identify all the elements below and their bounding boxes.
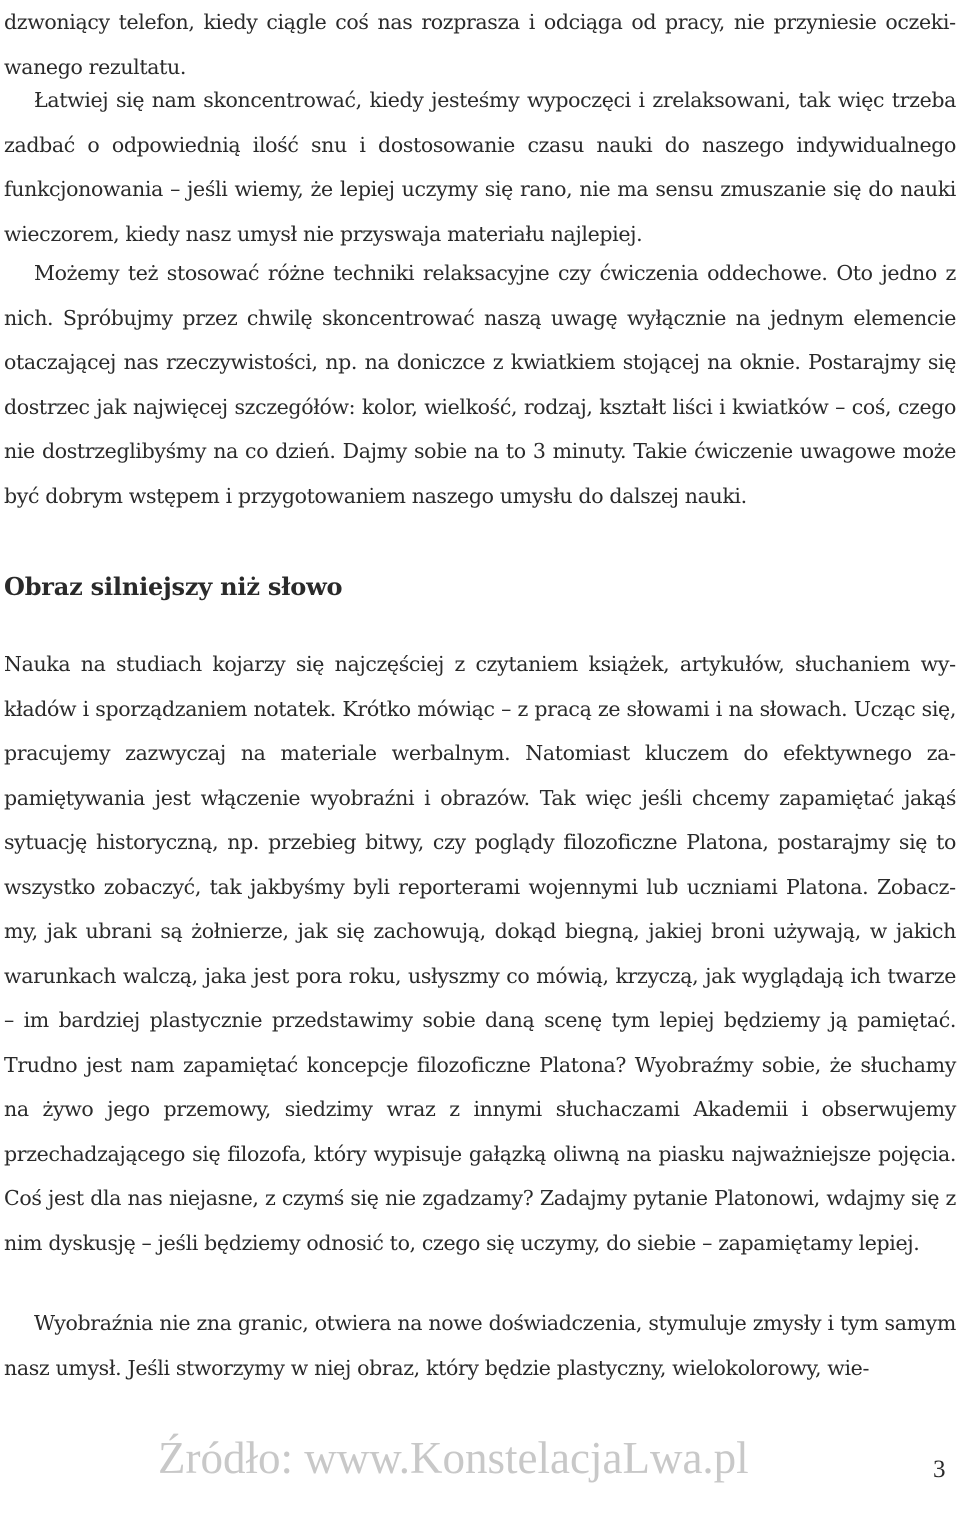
paragraph: Nauka na studiach kojarzy się najczęściej z czytaniem książek, artykułów, słuchaniem wykładów i sporządzaniem notatek. Krótko mówiąc – z pracą ze słowami i na słowach. Ucząc się, pracujemy zazwyczaj na materiale werbalnym. Natomiast kluczem do efektywnego zapamiętywania jest włączenie wyobraźni i obrazów. Tak więc jeśli chcemy zapamiętać jakąś sytuację historyczną, np. przebieg bitwy, czy poglądy filozoficzne Platona, postarajmy się to wszystko zobaczyć, tak jakbyśmy byli reporterami wojennymi lub uczniami Platona. Zobaczmy, jak ubrani są żołnierze, jak się zachowują, dokąd biegną, jakiej broni używają, w jakich warunkach walczą, jaka jest pora roku, usłyszmy co mówią, krzyczą, jak wyglądają ich twarze – im bardziej plastycznie przedstawimy sobie daną scenę tym lepiej będziemy ją pamiętać. Trudno jest nam zapamiętać koncepcje filozoficzne Platona? Wyobraźmy sobie, że słuchamy na żywo jego przemowy, siedzimy wraz z innymi słuchaczami Akademii i obserwujemy przechadzającego się filozofa, który wypisuje gałązką oliwną na piasku najważniejsze pojęcia. Coś jest dla nas niejasne, z czymś się nie zgadzamy? Zadajmy pytanie Platonowi, wdajmy się z nim dyskusję – jeśli będziemy odnosić to, czego się uczymy, do siebie – zapamiętamy lepiej. [4, 652, 956, 1255]
paragraph: Możemy też stosować różne techniki relaksacyjne czy ćwiczenia oddechowe. Oto jedno z nich. Spróbujmy przez chwilę skoncentrować naszą uwagę wyłącznie na jednym elemencie otaczającej nas rzeczywistości, np. na doniczce z kwiatkiem stojącej na oknie. Postarajmy się dostrzec jak najwięcej szczegółów: kolor, wielkość, rodzaj, kształt liści i kwiatków – coś, czego nie dostrzeglibyśmy na co dzień. Dajmy sobie na to 3 minuty. Takie ćwiczenie uwagowe może być dobrym wstępem i przygotowaniem naszego umysłu do dalszej nauki. [4, 261, 956, 508]
paragraph: dzwoniący telefon, kiedy ciągle coś nas rozprasza i odciąga od pracy, nie przyniesie oczekiwanego rezultatu. [4, 10, 956, 79]
section-heading: Obraz silniejszy niż słowo [4, 572, 343, 601]
page-number: 3 [933, 1456, 946, 1483]
paragraph: Wyobraźnia nie zna granic, otwiera na nowe doświadczenia, stymuluje zmysły i tym samym nasz umysł. Jeśli stworzymy w niej obraz, który będzie plastyczny, wielokolorowy, wie- [4, 1311, 956, 1380]
paragraph: Łatwiej się nam skoncentrować, kiedy jesteśmy wypoczęci i zrelaksowani, tak więc trzeba zadbać o odpowiednią ilość snu i dostosowanie czasu nauki do naszego indywidualnego funkcjonowania – jeśli wiemy, że lepiej uczymy się rano, nie ma sensu zmuszanie się do nauki wieczorem, kiedy nasz umysł nie przyswaja materiału najlepiej. [4, 88, 956, 246]
source-footer: Źródło: www.KonstelacjaLwa.pl [158, 1433, 749, 1483]
